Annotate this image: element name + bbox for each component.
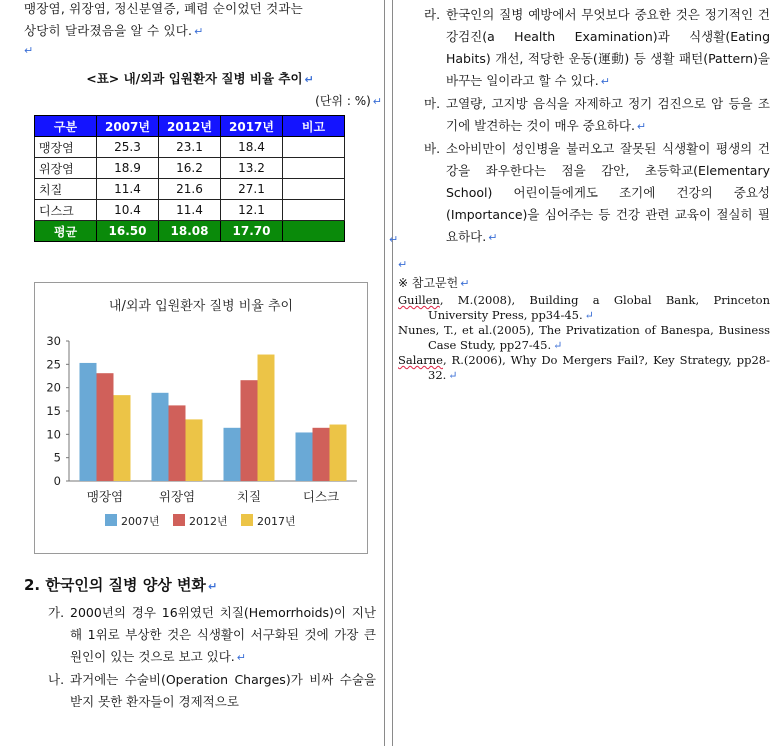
paragraph-mark-icon: ↵ (600, 75, 610, 88)
table-title: <표> 내/외과 입원환자 질병 비율 추이 ↵ (86, 71, 314, 86)
table-cell: 맹장염 (35, 137, 97, 158)
chart-title: 내/외과 입원환자 질병 비율 추이 (108, 299, 294, 314)
table-cell: 21.6 (159, 179, 221, 200)
section-2-list (24, 602, 376, 713)
bar-2007년-맹장염 (80, 363, 97, 481)
table-cell: 13.2 (221, 158, 283, 179)
y-tick-label: 15 (46, 404, 61, 418)
paragraph-mark-icon: ↵ (488, 231, 498, 244)
paragraph-mark-icon: ↵ (398, 258, 408, 271)
right-column (398, 4, 770, 383)
paragraph-mark-icon: ↵ (448, 369, 458, 382)
table-cell (283, 200, 345, 221)
legend-label: 2007년 (121, 515, 160, 528)
bar-2017년-위장염 (186, 419, 203, 481)
table-cell (283, 137, 345, 158)
table-cell: 23.1 (159, 137, 221, 158)
table-cell: 11.4 (159, 200, 221, 221)
bar-2012년-맹장염 (97, 373, 114, 481)
table-row (35, 200, 345, 221)
reference-item: Salarne, R.(2006), Why Do Mergers Fail?, Key Strategy, pp28-32. ↵ (398, 353, 770, 382)
table-header-row (35, 116, 345, 137)
intro-line-2 (24, 20, 376, 43)
table-cell: 27.1 (221, 179, 283, 200)
references-list (398, 293, 770, 383)
section-2 (24, 572, 376, 713)
paragraph-mark-icon: ↵ (553, 339, 563, 352)
table-header-cell: 2017년 (221, 116, 283, 137)
right-list (398, 4, 770, 249)
paragraph-mark-icon: ↵ (584, 309, 594, 322)
bar-2017년-치질 (258, 355, 275, 481)
y-tick-label: 5 (53, 450, 61, 465)
legend-swatch (241, 514, 253, 526)
y-tick-label: 10 (46, 427, 61, 442)
table-cell: 12.1 (221, 200, 283, 221)
intro-line-1 (24, 0, 376, 20)
intro-paragraph (24, 0, 376, 43)
paragraph-mark-icon: ↵ (236, 651, 246, 664)
disease-ratio-table (34, 115, 345, 242)
table-cell: 18.9 (97, 158, 159, 179)
reference-item: Nunes, T., et al.(2005), The Privatization of Banespa, Business Case Study, pp27-45. ↵ (398, 323, 770, 352)
section-2-title: 2. 한국인의 질병 양상 변화 ↵ (24, 576, 218, 594)
table-cell: 18.4 (221, 137, 283, 158)
y-tick-label: 25 (46, 357, 61, 372)
table-cell (283, 158, 345, 179)
x-tick-label: 치질 (236, 489, 262, 504)
bar-chart-svg (35, 283, 367, 553)
bar-2012년-위장염 (169, 405, 186, 481)
legend-swatch (105, 514, 117, 526)
table-row (35, 179, 345, 200)
table-unit: (단위 : %) ↵ (315, 94, 382, 108)
legend-swatch (173, 514, 185, 526)
table-header-cell: 2012년 (159, 116, 221, 137)
bar-chart (34, 282, 368, 554)
reference-item: Guillen, M.(2008), Building a Global Bank, Princeton University Press, pp34-45. ↵ (398, 293, 770, 322)
list-item: 마. 고열량, 고지방 음식을 자제하고 정기 검진으로 암 등을 조기에 발견하는 것이 매우 중요하다. ↵ (424, 96, 770, 133)
legend-label: 2017년 (257, 515, 296, 528)
y-tick-label: 30 (46, 334, 61, 348)
legend-label: 2012년 (189, 515, 228, 528)
y-tick-label: 20 (46, 380, 61, 395)
table-cell: 17.70 (221, 221, 283, 242)
paragraph-mark-icon: ↵ (24, 44, 34, 57)
table-cell: 11.4 (97, 179, 159, 200)
table-cell: 평균 (35, 221, 97, 242)
bar-2017년-맹장염 (114, 395, 131, 481)
column-divider-right (392, 0, 393, 746)
paragraph-mark-icon: ↵ (207, 580, 218, 593)
table-cell: 치질 (35, 179, 97, 200)
bar-2012년-치질 (241, 380, 258, 481)
paragraph-mark-icon: ↵ (304, 73, 314, 86)
table-header-cell: 구분 (35, 116, 97, 137)
paragraph-mark-icon: ↵ (460, 277, 470, 290)
table-cell: 25.3 (97, 137, 159, 158)
x-tick-label: 디스크 (302, 489, 340, 504)
intro-text-1: 맹장염, 위장염, 정신분열증, 폐렴 순이었던 것과는 (24, 1, 303, 16)
y-tick-label: 0 (53, 474, 61, 488)
table-cell: 10.4 (97, 200, 159, 221)
table-header-cell: 2007년 (97, 116, 159, 137)
paragraph-mark-icon: ↵ (389, 233, 399, 246)
bar-2007년-치질 (224, 428, 241, 481)
table-cell: 18.08 (159, 221, 221, 242)
table-cell (283, 179, 345, 200)
left-column (24, 0, 382, 242)
list-item: 바. 소아비만이 성인병을 불러오고 잘못된 식생활이 평생의 건강을 좌우한다는 점을 감안, 초등학교(Elementary School) 어린이들에게도 조기에 건강의 중요성(Importance)을 심어주는 등 건강 관련 교육이 절실히 필요하다. ↵ (424, 141, 770, 244)
table-average-row (35, 221, 345, 242)
intro-text-2: 상당히 달라졌음을 알 수 있다. (24, 23, 193, 38)
bar-2017년-디스크 (330, 425, 347, 481)
list-item: 나. 과거에는 수술비(Operation Charges)가 비싸 수술을 받지 못한 환자들이 경제적으로 (48, 672, 376, 709)
list-item: 가. 2000년의 경우 16위였던 치질(Hemorrhoids)이 지난해 1위로 부상한 것은 식생활이 서구화된 것에 가장 큰 원인이 있는 것으로 보고 있다. ↵ (48, 605, 376, 664)
table-cell: 위장염 (35, 158, 97, 179)
bar-2012년-디스크 (313, 428, 330, 481)
table-cell (283, 221, 345, 242)
table-row (35, 137, 345, 158)
references-title: ※ 참고문헌 ↵ (398, 276, 470, 290)
paragraph-mark-icon: ↵ (194, 25, 204, 38)
table-row (35, 158, 345, 179)
table-header-cell: 비고 (283, 116, 345, 137)
x-tick-label: 위장염 (158, 489, 196, 504)
column-divider (384, 0, 385, 746)
bar-2007년-위장염 (152, 393, 169, 481)
table-cell: 디스크 (35, 200, 97, 221)
list-item: 라. 한국인의 질병 예방에서 무엇보다 중요한 것은 정기적인 건강검진(a Health Examination)과 식생활(Eating Habits) 개선, 적당한 운동(運動) 등 생활 패턴(Pattern)을 바꾸는 일이라고 할 수 있다. ↵ (424, 7, 770, 88)
paragraph-mark-icon: ↵ (372, 95, 382, 108)
table-cell: 16.2 (159, 158, 221, 179)
bar-2007년-디스크 (296, 432, 313, 481)
x-tick-label: 맹장염 (86, 489, 124, 504)
paragraph-mark-icon: ↵ (636, 120, 647, 133)
table-cell: 16.50 (97, 221, 159, 242)
